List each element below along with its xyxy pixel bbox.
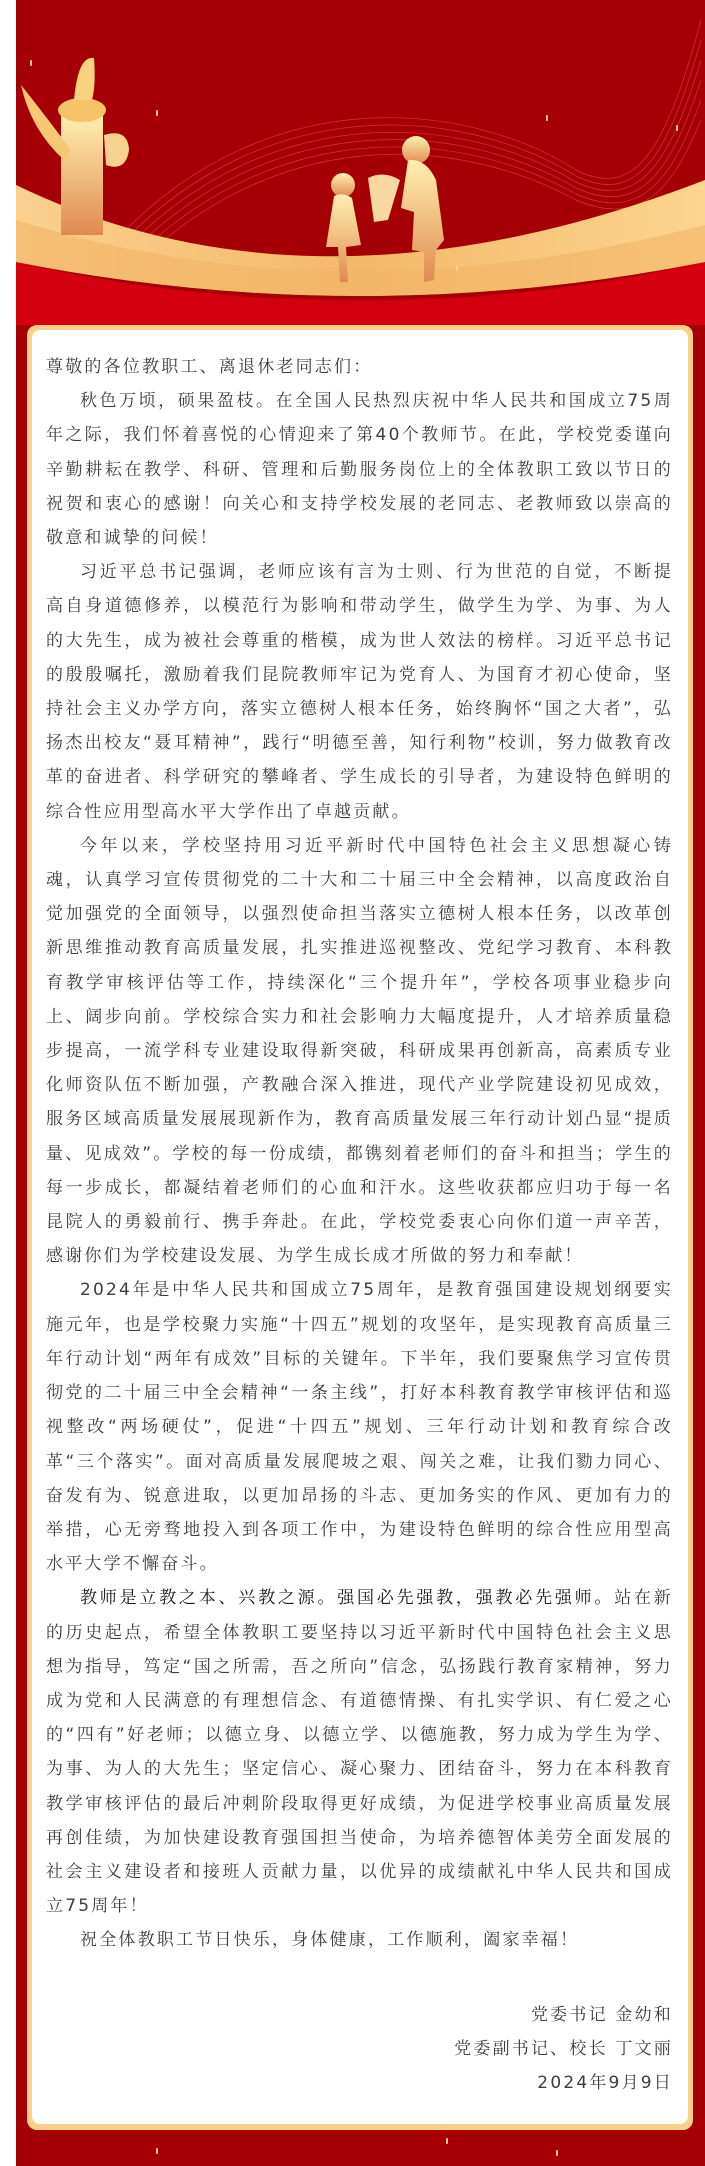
- paragraph: 2024年是中华人民共和国成立75周年，是教育强国建设规划纲要实施元年，也是学校聚力实施“十四五”规划的攻坚年，是实现教育高质量三年行动计划“两年有成效”目标的关键年。下半年，我们要聚焦学习宣传贯彻党的二十届三中全会精神“一条主线”，打好本科教育教学审核评估和巡视整改“两场硬仗”，促进“十四五”规划、三年行动计划和教育综合改革“三个落实”。面对高质量发展爬坡之艰、闯关之难，让我们勠力同心、奋发有为、锐意进取，以更加昂扬的斗志、更加务实的作风、更加有力的举措，心无旁骛地投入到各项工作中，为建设特色鲜明的综合性应用型高水平大学不懈奋斗。: [46, 1280, 673, 1575]
- header-banner-illustration: [16, 0, 705, 325]
- closing-wish: 祝全体教职工节日快乐，身体健康，工作顺利，阖家幸福！: [80, 1930, 580, 1951]
- paragraph: 秋色万顷，硕果盈枝。在全国人民热烈庆祝中华人民共和国成立75周年之际，我们怀着喜悦的心情迎来了第40个教师节。在此，学校党委谨向辛勤耕耘在教学、科研、管理和后勤服务岗位上的全体教职工致以节日的祝贺和衷心的感谢！向关心和支持学校发展的老同志、老教师致以崇高的敬意和诚挚的问候！: [46, 391, 673, 549]
- signature-party-secretary: 党委书记 金幼和: [530, 2004, 673, 2025]
- paragraph-rest: 站在新的历史起点，希望全体教职工要坚持以习近平新时代中国特色社会主义思想为指导，笃定“国之所需，吾之所向”信念，弘扬践行教育家精神，努力成为党和人民满意的有理想信念、有道德情操、有扎实学识、有仁爱之心的“四有”好老师；以德立身、以德立学、以德施教，努力成为学生为学、为事、为人的大先生；坚定信心、凝心聚力、团结奋斗，努力在本科教育教学审核评估的最后冲刺阶段取得更好成绩，为促进学校事业高质量发展再创佳绩，为加快建设教育强国担当使命，为培养德智体美劳全面发展的社会主义建设者和接班人贡献力量，以优异的成绩献礼中华人民共和国成立75周年！: [46, 1588, 673, 1917]
- paragraph: [46, 1581, 673, 1923]
- paragraph-lead: 教师是立教之本、兴教之源。强国必先强教，强教必先强师。: [80, 1588, 615, 1609]
- paragraph: 今年以来，学校坚持用习近平新时代中国特色社会主义思想凝心铸魂，认真学习宣传贯彻党的二十大和二十届三中全会精神，以高度政治自觉加强党的全面领导，以强烈使命担当落实立德树人根本任务，以改革创新思维推动教育高质量发展，扎实推进巡视整改、党纪学习教育、本科教育教学审核评估等工作，持续深化“三个提升年”，学校各项事业稳步向上、阔步向前。学校综合实力和社会影响力大幅度提升，人才培养质量稳步提高，一流学科专业建设取得新突破，科研成果再创新高，高素质专业化师资队伍不断加强，产教融合深入推进，现代产业学院建设初见成效，服务区域高质量发展展现新作为，教育高质量发展三年行动计划凸显“提质量、见成效”。学校的每一份成绩，都镌刻着老师们的奋斗和担当；学生的每一步成长，都凝结着老师们的心血和汗水。这些收获都应归功于每一名昆院人的勇毅前行、携手奔赴。在此，学校党委衷心向你们道一声辛苦，感谢你们为学校建设发展、为学生成长成才所做的努力和奉献！: [46, 835, 673, 1267]
- poster: [16, 0, 705, 2166]
- letter-body: [46, 350, 673, 2100]
- paragraph: 习近平总书记强调，老师应该有言为士则、行为世范的自觉，不断提高自身道德修养，以模范行为影响和带动学生，做学生为学、为事、为人的大先生，成为被社会尊重的楷模，成为世人效法的榜样。习近平总书记的殷殷嘱托，激励着我们昆院教师牢记为党育人、为国育才初心使命，坚持社会主义办学方向，落实立德树人根本任务，始终胸怀“国之大者”，弘扬杰出校友“聂耳精神”，践行“明德至善，知行利物”校训，努力做教育改革的奋进者、科学研究的攀峰者、学生成长的引导者，为建设特色鲜明的综合性应用型高水平大学作出了卓越贡献。: [46, 562, 673, 822]
- signature-president: 党委副书记、校长 丁文丽: [454, 2038, 673, 2059]
- letter-card: [27, 325, 693, 2130]
- letter-date: 2024年9月9日: [537, 2072, 673, 2093]
- salutation: 尊敬的各位教职工、离退休老同志们：: [46, 357, 373, 377]
